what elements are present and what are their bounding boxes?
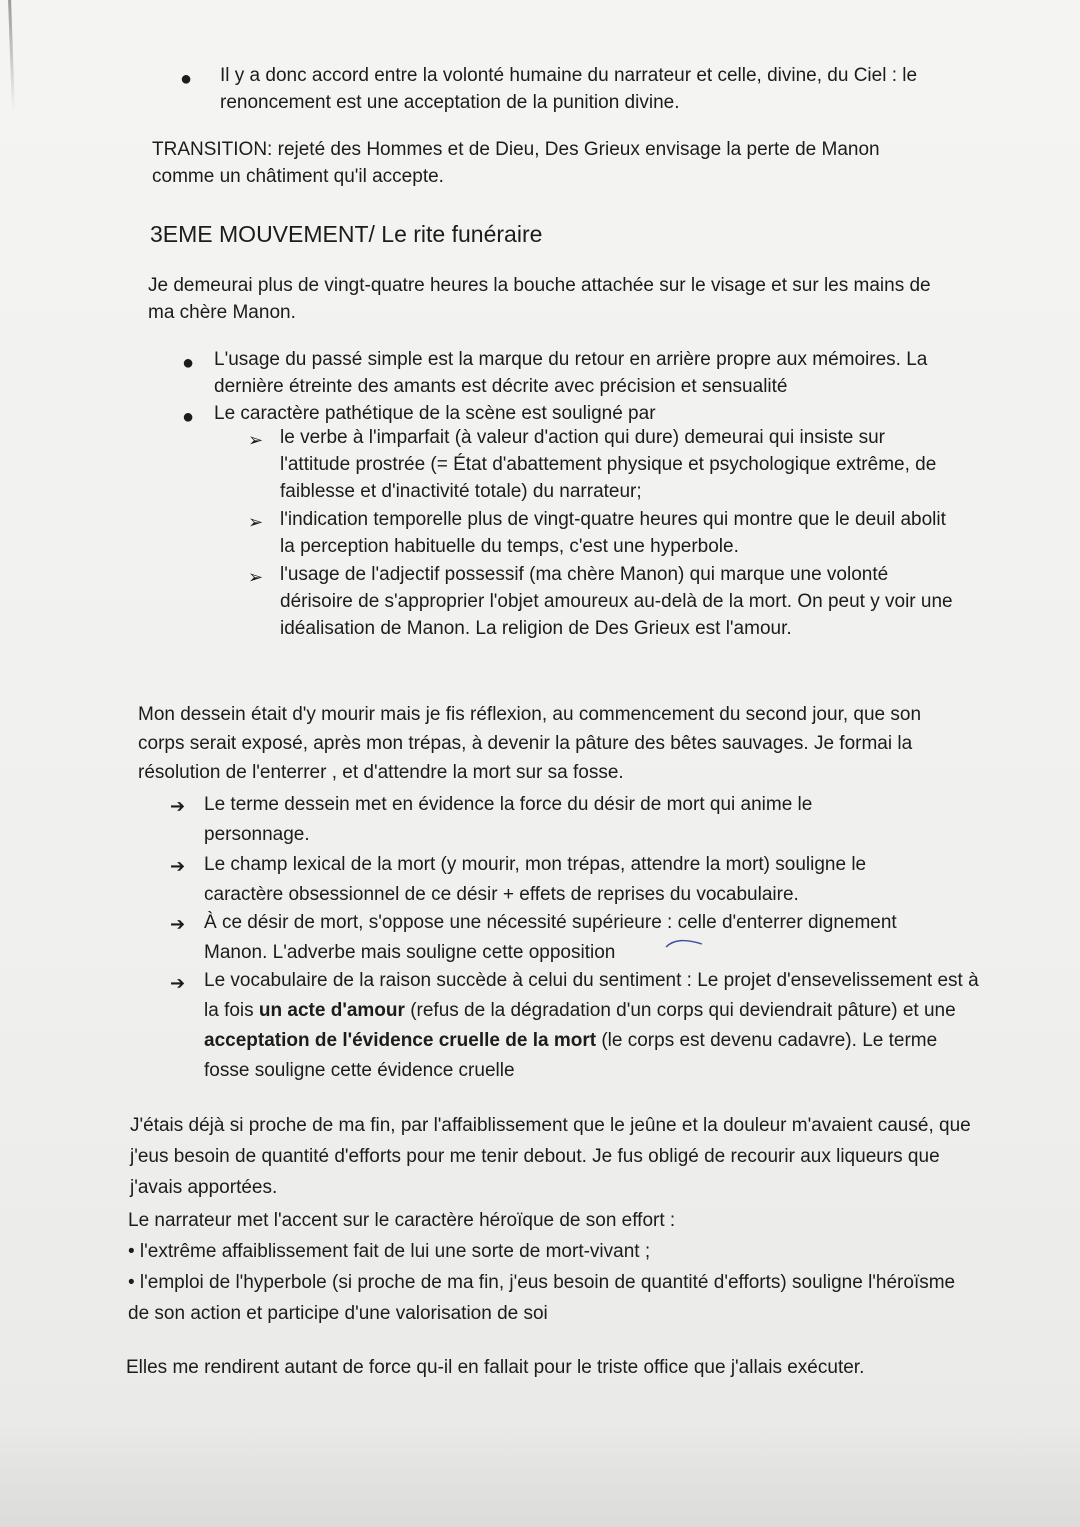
arrow4-bold1: un acte d'amour — [258, 1000, 405, 1021]
arrow4-bold2: acceptation de l'évidence cruelle de la mort — [204, 1030, 597, 1051]
arrow-right-icon: ➔ — [170, 914, 186, 934]
quote-1: Je demeurai plus de vingt-quatre heures la bouche attachée sur le visage et sur les mains de ma chère Manon. — [148, 275, 931, 323]
section-heading: 3EME MOUVEMENT/ Le rite funéraire — [150, 221, 543, 247]
sub-bullet-imparfait: le verbe à l'imparfait (à valeur d'action qui dure) demeurai qui insiste sur l'attitude prostrée (= État d'abattement physique et psychologique extrême, de faiblesse et d'inactivité totale) du narrateur; — [280, 427, 937, 502]
quote-3: J'étais déjà si proche de ma fin, par l'affaiblissement que le jeûne et la douleur m'avaient causé, que j'eus besoin de quantité d'efforts pour me tenir debout. Je fus obligé de recourir aux liqueurs que j'avais apportées. — [130, 1115, 971, 1198]
arrow-item-champ-lexical: Le champ lexical de la mort (y mourir, mon trépas, attendre la mort) souligne le caractère obsessionnel de ce désir + effets de reprises du vocabulaire. — [204, 854, 867, 905]
handwritten-squiggle-icon — [664, 935, 704, 951]
bullet-dot-icon: ● — [180, 68, 193, 90]
quote-2: Mon dessein était d'y mourir mais je fis réflexion, au commencement du second jour, que son corps serait exposé, après mon trépas, à devenir la pâture des bêtes sauvages. Je formai la résolution de l'enterrer , et d'attendre la mort sur sa fosse. — [138, 704, 922, 783]
bullet-dot-icon: ● — [182, 352, 195, 374]
chevron-bullet-icon: ➢ — [248, 512, 264, 532]
bullet-passe-simple: L'usage du passé simple est la marque du retour en arrière propre aux mémoires. La dernière étreinte des amants est décrite avec précision et sensualité — [214, 349, 928, 397]
bullet-pathetique: Le caractère pathétique de la scène est souligné par — [214, 403, 656, 424]
sub-bullet-possessif: l'usage de l'adjectif possessif (ma chère Manon) qui marque une volonté dérisoire de s'approprier l'objet amoureux au-delà de la mort. On peut y voir une idéalisation de Manon. La religion de Des Grieux est l'amour. — [280, 564, 953, 639]
arrow-item-vocabulaire — [204, 966, 984, 1086]
comment-item-hyperbole: • l'emploi de l'hyperbole (si proche de ma fin, j'eus besoin de quantité d'efforts) souligne l'héroïsme de son action et participe d'une valorisation de soi — [128, 1272, 956, 1324]
arrow4-part2: (refus de la dégradation d'un corps qui deviendrait pâture) et une — [404, 1000, 956, 1021]
arrow4-part1: Le vocabulaire de la raison succède à celui du sentiment : Le projet d'ensevelissement est à la fois — [204, 970, 979, 1021]
arrow-item-opposition: À ce désir de mort, s'oppose une nécessité supérieure : celle d'enterrer dignement Manon. L'adverbe mais souligne cette opposition — [204, 912, 897, 963]
arrow-item-dessein: Le terme dessein met en évidence la force du désir de mort qui anime le personnage. — [204, 794, 813, 845]
chevron-bullet-icon: ➢ — [248, 567, 264, 587]
arrow4-part3: (le corps est devenu cadavre). Le terme fosse souligne cette évidence cruelle — [204, 1030, 938, 1081]
comment-intro: Le narrateur met l'accent sur le caractère héroïque de son effort : — [128, 1210, 676, 1231]
quote-4: Elles me rendirent autant de force qu-il en fallait pour le triste office que j'allais exécuter. — [126, 1357, 865, 1378]
arrow-right-icon: ➔ — [170, 856, 186, 876]
comment-item-affaiblissement: • l'extrême affaiblissement fait de lui une sorte de mort-vivant ; — [128, 1241, 651, 1262]
arrow-right-icon: ➔ — [170, 796, 186, 816]
arrow-right-icon: ➔ — [170, 973, 186, 993]
accord-bullet-text: Il y a donc accord entre la volonté humaine du narrateur et celle, divine, du Ciel : le renoncement est une acceptation de la punition divine. — [220, 65, 918, 113]
transition-paragraph: TRANSITION: rejeté des Hommes et de Dieu, Des Grieux envisage la perte de Manon comme un châtiment qu'il accepte. — [152, 139, 880, 187]
bullet-dot-icon: ● — [182, 406, 195, 428]
sub-bullet-temporelle: l'indication temporelle plus de vingt-quatre heures qui montre que le deuil abolit la perception habituelle du temps, c'est une hyperbole. — [280, 509, 946, 557]
chevron-bullet-icon: ➢ — [248, 430, 264, 450]
